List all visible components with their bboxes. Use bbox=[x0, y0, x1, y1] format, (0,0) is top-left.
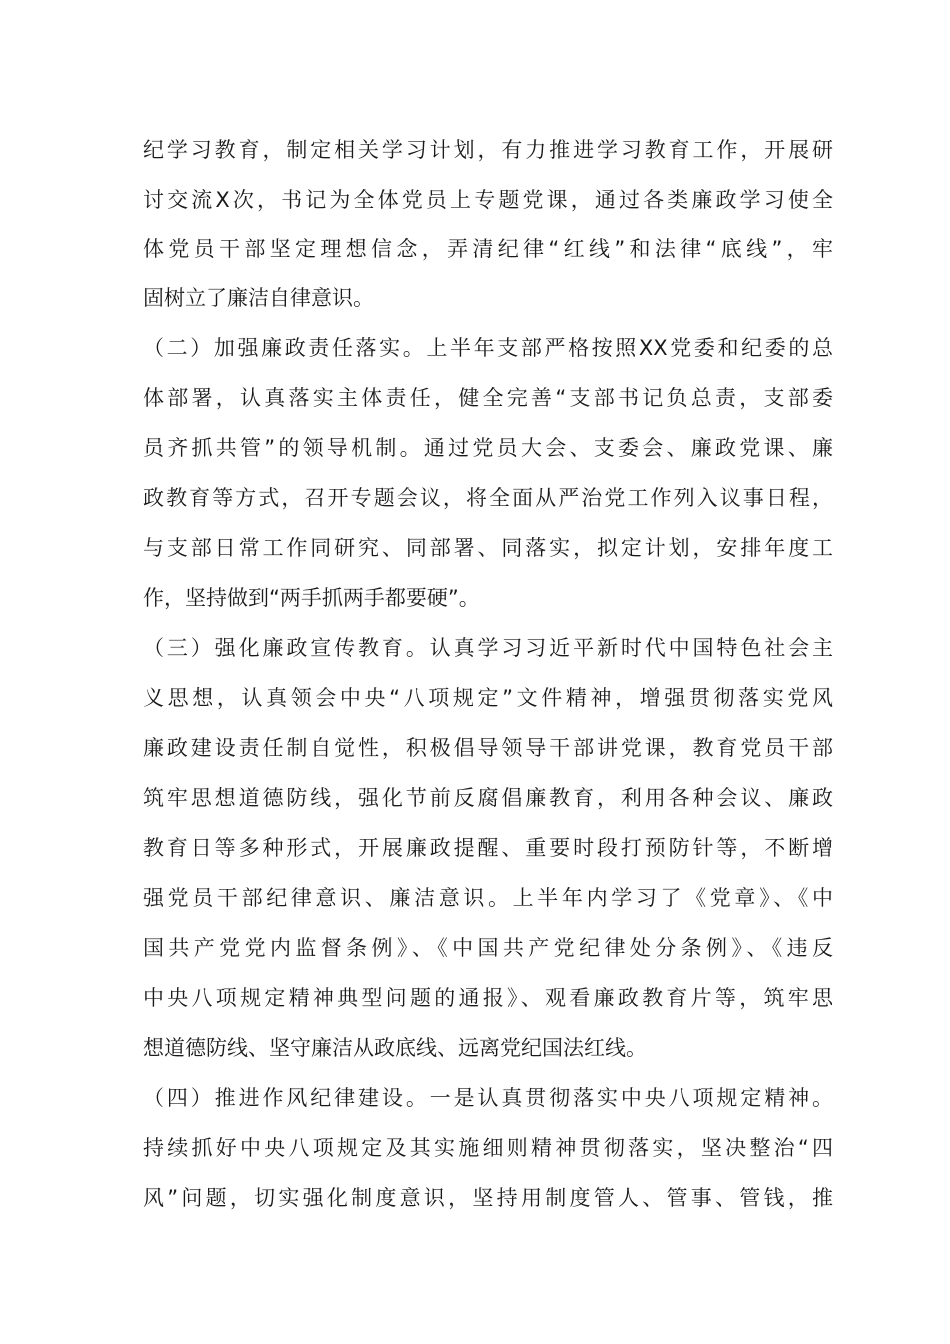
text-line: （四）推进作风纪律建设。一是认真贯彻落实中央八项规定精神。 bbox=[143, 1086, 833, 1110]
text-line: 廉政建设责任制自觉性，积极倡导领导干部讲党课，教育党员干部 bbox=[143, 736, 833, 760]
text-line: 想道德防线、坚守廉洁从政底线、远离党纪国法红线。 bbox=[143, 1036, 647, 1060]
text-line: 义思想，认真领会中央“八项规定”文件精神，增强贯彻落实党风 bbox=[143, 686, 833, 710]
text-line: 纪学习教育，制定相关学习计划，有力推进学习教育工作，开展研 bbox=[143, 138, 833, 162]
text-line: 政教育等方式，召开专题会议，将全面从严治党工作列入议事日程， bbox=[143, 486, 833, 510]
text-line: 强党员干部纪律意识、廉洁意识。上半年内学习了《党章》、《中 bbox=[143, 886, 833, 910]
text-line: （二）加强廉政责任落实。上半年支部严格按照XX党委和纪委的总 bbox=[143, 336, 833, 360]
text-line: 讨交流X次，书记为全体党员上专题党课，通过各类廉政学习使全 bbox=[143, 188, 833, 212]
text-line: 中央八项规定精神典型问题的通报》、观看廉政教育片等，筑牢思 bbox=[143, 986, 833, 1010]
text-line: 体部署，认真落实主体责任，健全完善“支部书记负总责，支部委 bbox=[143, 386, 833, 410]
text-line: 员齐抓共管”的领导机制。通过党员大会、支委会、廉政党课、廉 bbox=[143, 436, 833, 460]
text-line: 筑牢思想道德防线，强化节前反腐倡廉教育，利用各种会议、廉政 bbox=[143, 786, 833, 810]
text-line: 体党员干部坚定理想信念，弄清纪律“红线”和法律“底线”，牢 bbox=[143, 237, 833, 261]
text-line: 风”问题，切实强化制度意识，坚持用制度管人、管事、管钱，推 bbox=[143, 1186, 833, 1210]
text-line: 教育日等多种形式，开展廉政提醒、重要时段打预防针等，不断增 bbox=[143, 836, 833, 860]
text-line: （三）强化廉政宣传教育。认真学习习近平新时代中国特色社会主 bbox=[143, 636, 833, 660]
text-line: 持续抓好中央八项规定及其实施细则精神贯彻落实，坚决整治“四 bbox=[143, 1136, 833, 1160]
text-line: 固树立了廉洁自律意识。 bbox=[143, 286, 374, 310]
text-line: 与支部日常工作同研究、同部署、同落实，拟定计划，安排年度工 bbox=[143, 536, 833, 560]
text-line: 国共产党党内监督条例》、《中国共产党纪律处分条例》、《违反 bbox=[143, 936, 833, 960]
text-line: 作，坚持做到“两手抓两手都要硬”。 bbox=[143, 586, 480, 610]
